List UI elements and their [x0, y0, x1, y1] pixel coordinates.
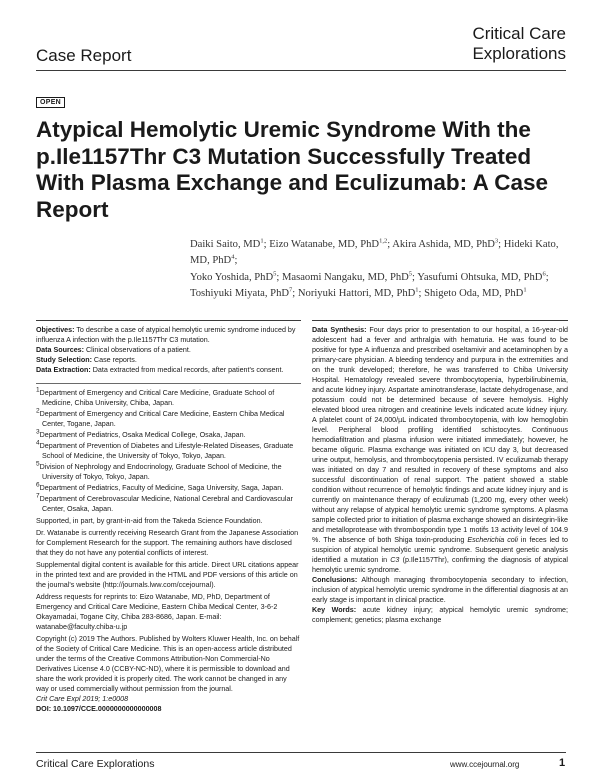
author: Shigeto Oda, MD, PhD$^1$ — [424, 286, 527, 299]
page-number: 1 — [559, 757, 566, 769]
affiliation: 1Department of Emergency and Critical Care Medicine, Graduate School of Medicine, Chiba University, Chiba, Japan. — [36, 386, 275, 407]
funding-note: Supported, in part, by grant-in-aid from the Takeda Science Foundation. — [36, 517, 263, 525]
citation: Crit Care Expl 2019; 1:e0008 — [36, 695, 129, 703]
footer-journal: Critical Care Explorations — [36, 758, 155, 770]
right-column-rule — [312, 320, 568, 321]
section-label: Case Report — [36, 46, 132, 65]
affiliation: 4Department of Prevention of Diabetes and Lifestyle-Related Diseases, Graduate School of Medicine, the University of Tokyo, Tokyo, Japan. — [36, 439, 294, 460]
author: Akira Ashida, MD, PhD$^3$ — [392, 237, 499, 250]
abstract-data-sources: Data Sources: Clinical observations of a patient. — [36, 346, 191, 354]
affiliation: 7Department of Cerebrovascular Medicine, National Cerebral and Cardiovascular Center, Osaka, Japan. — [36, 492, 293, 513]
author: Eizo Watanabe, MD, PhD$^{1,2}$ — [269, 237, 388, 250]
journal-brand — [472, 24, 566, 64]
doi: DOI: 10.1097/CCE.0000000000000008 — [36, 705, 162, 713]
brand-line-2: Explorations — [472, 44, 566, 63]
abstract-keywords: Key Words: acute kidney injury; atypical hemolytic uremic syndrome; complement; genetics; plasma exchange — [312, 606, 569, 624]
affiliation: 2Department of Emergency and Critical Care Medicine, Eastern Chiba Medical Center, Togane, Japan. — [36, 407, 285, 428]
footer-url[interactable]: www.ccejournal.org — [450, 760, 520, 769]
left-column — [36, 325, 301, 714]
open-access-badge: OPEN — [36, 97, 65, 108]
author-list: Daiki Saito, $MD^1$; Eizo Watanabe, MD, PhD$^{1,2}$; Akira Ashida, MD, PhD$^3$; Hideki Kato, MD, PhD$^4$; Yoko Yoshida, PhD$^5$; Masaomi Nangaku, MD, PhD$^5$; Yasufumi Ohtsuka, MD, PhD$^6$; Toshiyuki Miyata, PhD$^7$; Noriyuki Hattori, MD, PhD$^1$; Shigeto Oda, MD, PhD$^1$ — [190, 237, 559, 299]
brand-line-1: Critical Care — [472, 24, 566, 43]
author: Masaomi Nangaku, MD, PhD$^5$ — [281, 270, 413, 283]
affiliation: 6Department of Pediatrics, Faculty of Medicine, Saga University, Saga, Japan. — [36, 481, 284, 492]
copyright-note: Copyright (c) 2019 The Authors. Published by Wolters Kluwer Health, Inc. on behalf of the Society of Critical Care Medicine. This is an open-access article distributed under the terms of the Creative Commons Attribution-Non Commercial-No Derivatives License 4.0 (CCBY-NC-ND), where it is permissible to download and share the work provided it is properly cited. The work cannot be changed in any way or used commercially without permission from the journal. — [36, 635, 300, 693]
article-title: Atypical Hemolytic Uremic Syndrome With the p.Ile1157Thr C3 Mutation Successfully Treated With Plasma Exchange and Eculizumab: A Case Report — [36, 117, 549, 222]
supplemental-note: Supplemental digital content is available for this article. Direct URL citations appear in the printed text and are provided in the HTML and PDF versions of this article on the journal's website (http://journals.lww.com/ccejournal). — [36, 561, 299, 589]
author: Yasufumi Ohtsuka, MD, PhD$^6$ — [417, 270, 546, 283]
reprint-address: Address requests for reprints to: Eizo Watanabe, MD, PhD, Department of Emergency and Critical Care Medicine, Eastern Chiba Medical Center, 3-6-2 Okayamadai, Togane City, Chiba 283-8686, Japan. E-mail: watanabe@faculty.chiba-u.jp — [36, 593, 278, 631]
right-column — [312, 325, 568, 625]
abstract-study-selection: Study Selection: Case reports. — [36, 356, 137, 364]
abstract-data-synthesis: Data Synthesis: Four days prior to presentation to our hospital, a 16-year-old adolescent had a fever and arthralgia with hematuria. He was found to be positive for type A influenza and prescribed oseltamivir and acetaminophen by a primary-care physician. A bleeding tendency and purpura in the extremities and on the trunk developed; therefore, he was transferred to Chiba University Hospital. Hematology revealed severe thrombocytopenia, hyperbilirubinemia, and acute kidney injury. Aspartate aminotransferase, lactate dehydrogenase, and potassium could not be determined because of severe hemolysis. Highly elevated blood urea nitrogen and creatinine levels indicated acute kidney injury. A platelet count of 24,000/µL indicated thrombocytopenia, with low hemoglobin level. Peripheral blood profiling identified schistocytes. Continuous hemodiafiltration and plasma infusion were initiated immediately; however, he became oliguric. Plasma exchange was initiated on ICU day 3, but decreased urine output, hemolysis, and thrombocytopenia persisted. IV eculizumab therapy was initiated on day 7 and resulted in recovery of these symptoms and also successful discontinuation of renal support. The patient showed a stable condition without recurrence of hemolytic findings and acute kidney injury and is currently on maintenance therapy of eculizumab (1,200 mg, every other week) without any relapse of atypical hemolytic uremic syndrome symptoms. A plasma sample collected prior to initiation of plasma exchange showed an disintegrin-like and metalloprotease with thrombospondin type 1 motifs 13 activity level of 104.9 %. The absence of both Shiga toxin-producing Escherichia coli in feces led to suspicion of atypical hemolytic uremic syndrome. Subsequent genetic analysis identified a mutation in C3 (p.Ile1157Thr), confirming the diagnosis of atypical hemolytic uremic syndrome. — [312, 326, 568, 574]
affiliation-divider — [36, 383, 301, 384]
abstract-conclusions: Conclusions: Although managing thrombocytopenia secondary to infection, inclusion of atypical hemolytic uremic syndrome in the differential diagnosis at an early stage is important in clinical practice. — [312, 576, 568, 604]
affiliation: 3Department of Pediatrics, Osaka Medical College, Osaka, Japan. — [36, 428, 246, 439]
author: Yoko Yoshida, PhD$^5$ — [190, 270, 277, 283]
left-column-rule — [36, 320, 301, 321]
abstract-objectives: Objectives: To describe a case of atypical hemolytic uremic syndrome induced by influenza A infection with the p.Ile1157Thr C3 mutation. — [36, 326, 296, 344]
disclosure-note: Dr. Watanabe is currently receiving Research Grant from the Japanese Association for Complement Research for the support. The remaining authors have disclosed that they do not have any potential conflicts of interest. — [36, 529, 299, 557]
author: Hideki Kato, MD, PhD$^4$ — [190, 239, 559, 267]
affiliation: 5Division of Nephrology and Endocrinology, Graduate School of Medicine, the University of Tokyo, Tokyo, Japan. — [36, 460, 282, 481]
header-divider — [36, 70, 566, 71]
abstract-data-extraction: Data Extraction: Data extracted from medical records, after patient's consent. — [36, 366, 284, 374]
author: Daiki Saito, $MD^1$ — [190, 237, 264, 250]
author: Toshiyuki Miyata, PhD$^7$ — [190, 286, 293, 299]
footer-divider — [36, 752, 566, 753]
author: Noriyuki Hattori, MD, PhD$^1$ — [297, 286, 419, 299]
